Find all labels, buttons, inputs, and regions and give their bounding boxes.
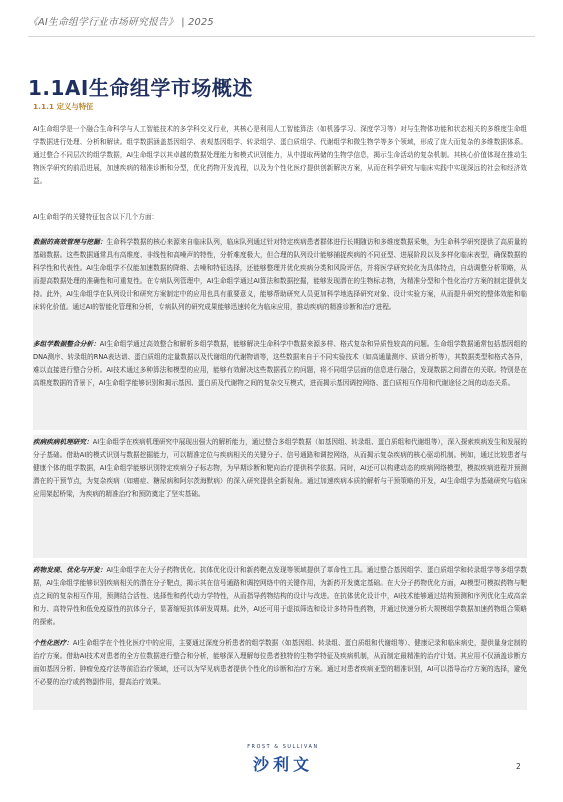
intro-paragraph: AI生命组学是一个融合生命科学与人工智能技术的多学科交叉行业，其核心是利用人工智能算法（如机器学习、深度学习等）对与生物体功能和状态相关的多维度生命组学数据进行处理、分析和解读。组学数据涵盖基因组学、表观基因组学、转录组学、蛋白质组学、代谢组学和微生物学等多个领域，形成了庞大而复杂的多维数据体系。通过整合不同层次的组学数据，AI生命组学以其卓越的数据处理能力和模式识别能力，从中提取两储的生物学信息，揭示生命活动的复杂机制。其核心价值体现在推动生物医学研究的前沿进展，加速疾病的精准诊断和分型，优化药物开发流程，以及为个性化医疗提供创新解决方案，从而在科学研究与临床实践中实现深远的社会和经济效益。 xyxy=(33,125,527,185)
feature-lead: 数据的高效管理与挖掘： xyxy=(33,238,107,246)
page-header xyxy=(28,8,535,37)
feature-lead: 个性化医疗： xyxy=(33,639,73,647)
section-title: 1.1AI生命组学市场概述 xyxy=(28,76,253,100)
logo-chinese-text: 沙利文 xyxy=(252,755,313,774)
feature-text: AI生命组学在大分子药物优化、抗体优化设计和新药靶点发现等领域提供了革命性工具。通过整合基因组学、蛋白质组学和转录组学等多组学数据，AI生命组学能够识别疾病相关的潜在分子靶点，揭示其在信号通路和调控网络中的关键作用，为新药开发奠定基础。在大分子药物优化方面，AI模型可模拟药物与靶点之间的复杂相互作用，预测结合活性、选择性和药代动力学特性，从而指导药物结构的设计与改进。在抗体优化设计中，AI技术能够通过结构预测和序列优化生成高亲和力、高特异性和低免疫原性的抗体分子，显著缩短抗体研发周期。此外，AI还可用于虚拟筛选和设计多特异性药物，并通过快速分析大规模组学数据加速药物组合策略的探索。 xyxy=(33,566,528,626)
feature-text: AI生命组学通过高效整合和解析多组学数据，能够解决生命科学中数据来源多样、格式复杂和异质性较高的问题。生命组学数据通常包括基因组的DNA测序、转录组的RNA表达谱、蛋白质组的定量数据以及代谢组的代谢物谱等，这些数据来自于不同实验技术（如高通量测序、质谱分析等），其数据类型和格式各异，难以直接进行整合分析。AI技术通过多种算法和模型的应用，能够有效解决这些数据孤立的问题，将不同组学层面的信息进行融合，发现数据之间潜在的关联。特别是在高维度数据的背景下，AI生命组学能够识别和揭示基因、蛋白质及代谢物之间的复杂交互模式，进而揭示基因调控网络、蛋白质相互作用和代谢途径之间的动态关系。 xyxy=(33,340,528,387)
report-title-header: 《AI生命组学行业市场研究报告》 | 2025 xyxy=(28,17,214,28)
section-subtitle: 1.1.1 定义与特征 xyxy=(33,102,94,111)
feature-text: AI生命组学在个性化医疗中的应用，主要通过深度分析患者的组学数据（如基因组、转录组、蛋白质组和代谢组等）、健康记录和临床病史，提供量身定制的治疗方案。借助AI技术对患者的全方位数据进行整合和分析，能够深入理解每位患者独特的生物学特征及疾病机制，从而制定最精准的治疗计划。其应用不仅涵盖诊断方面如基因分析、肿瘤免疫疗法等前沿治疗领域，还可以为罕见病患者提供个性化的诊断和治疗方案。通过对患者疾病亚型的精准识别，AI可以指导治疗方案的选择，避免不必要的治疗或药物副作用，提高治疗效果。 xyxy=(33,639,528,686)
feature-text: 生命科学数据的核心来源来自临床队列，临床队列通过针对特定疾病患者群体进行长期随访和多维度数据采集，为生命科学研究提供了高质量的基础数据。这些数据通常具有高维度、非线性和高噪声的特性，分析难度极大，但合理的队列设计能够捕捉疾病的不同亚型、进展阶段以及多样化临床表型，确保数据的科学性和代表性。AI生命组学不仅能加速数据的降维、去噪和特征选择，还能够整理并优化疾病分类和风险评估，并将医学研究转化为具体特点，自动调整分析策略，从而提高数据处理的准确性和可重复性。在专病队列管理中，AI生命组学通过AI算法和数据挖掘，能够发现潜在的生物标志物，为精准分型和个性化治疗方案的制定提供支持。此外，AI生命组学在队列设计和研究方案制定中的应用也具有重要意义，能够帮助研究人员更加科学地选择研究对象、设计实验方案，从而提升研究的整体效能和临床转化价值。通过AI的智能化管理和分析，专病队列的研究成果能够迅速转化为临床应用，推动疾病的精准诊断和治疗进程。 xyxy=(33,238,528,311)
feature-block-personalized-medicine xyxy=(33,636,527,710)
feature-lead: 多组学数据整合分析： xyxy=(33,340,100,348)
page-number: 2 xyxy=(516,762,521,771)
feature-text: AI生命组学在疾病机理研究中展现出强大的解析能力，通过整合多组学数据（如基因组、转录组、蛋白质组和代谢组等），深入探索疾病发生和发展的分子基础。借助AI的模式识别与数据挖掘能力，可以精准定位与疾病相关的关键分子、信号通路和调控网络，从而揭示复杂疾病的核心驱动机制。例如，通过比较患者与健康个体的组学数据，AI生命组学能够识别特定疾病分子标志物，为早期诊断和靶向治疗提供科学依据。同时，AI还可以构建动态的疾病网络模型，模拟疾病进程并预测潜在的干预节点，为复杂疾病（如癌症、糖尿病和阿尔茨海默病）的深入研究提供全新视角。通过加速疾病本质的解析与干预策略的开发，AI生命组学为基础研究与临床应用架起桥梁，为疾病的精准治疗和预防奠定了坚实基础。 xyxy=(33,438,528,498)
features-intro: AI生命组学的关键特征包含以下几个方面： xyxy=(33,213,159,221)
feature-lead: 疾病疾病机理研究： xyxy=(33,438,93,446)
logo-english-text: FROST & SULLIVAN xyxy=(247,745,319,750)
feature-lead: 药物发现、优化与开发： xyxy=(33,566,107,574)
feature-block-multiomics xyxy=(33,337,527,430)
feature-block-disease-mechanism xyxy=(33,435,527,558)
frost-sullivan-logo xyxy=(240,745,326,785)
